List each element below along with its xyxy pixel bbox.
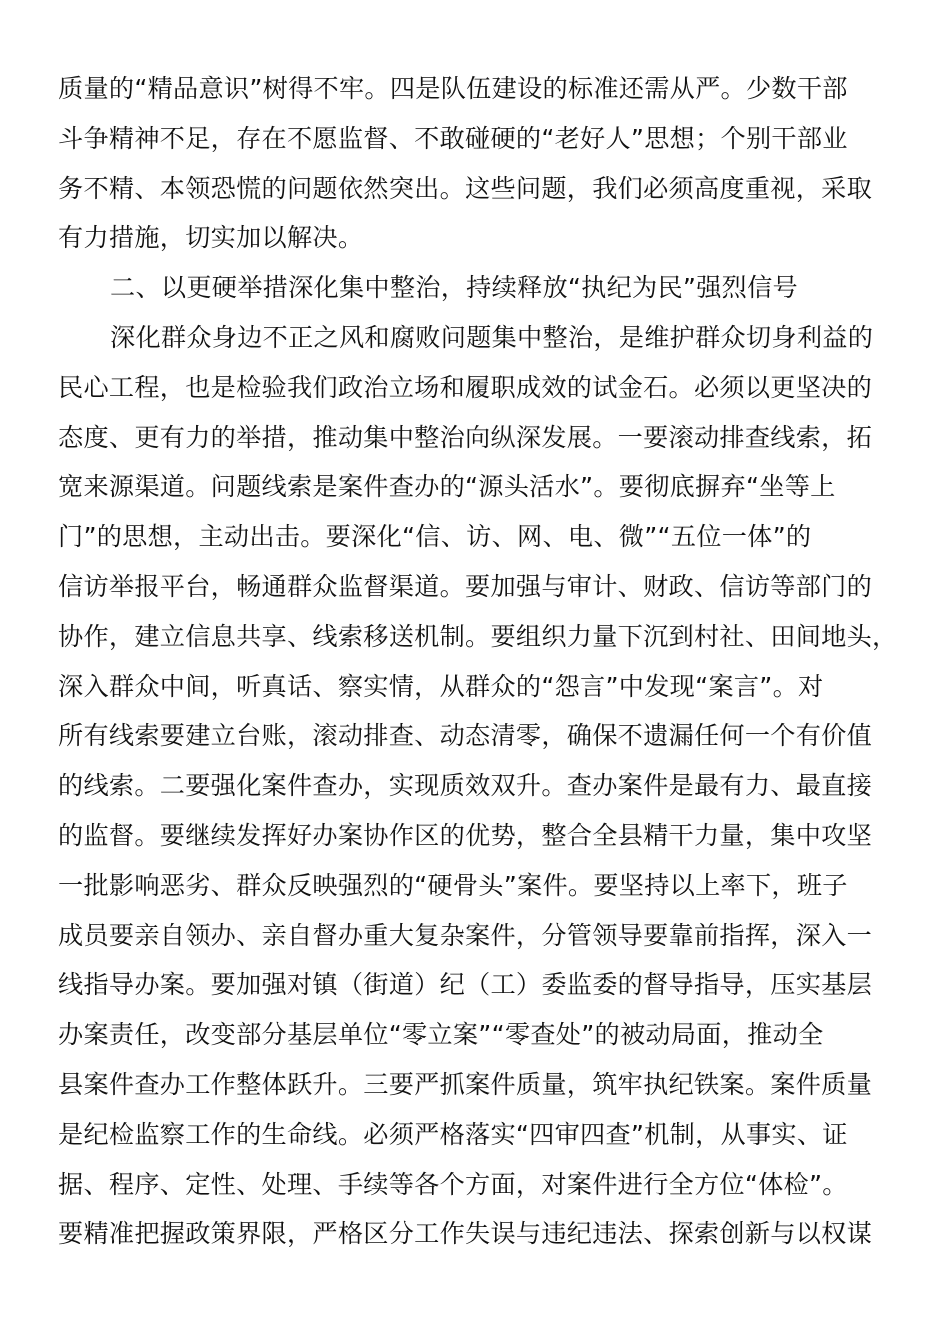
text-line: 据、程序、定性、处理、手续等各个方面，对案件进行全方位“体检”。 xyxy=(58,1169,848,1199)
section-heading: 二、以更硬举措深化集中整治，持续释放“执纪为民”强烈信号 xyxy=(110,273,798,303)
text-line: 深化群众身边不正之风和腐败问题集中整治，是维护群众切身利益的 xyxy=(110,322,874,352)
text-line: 门”的思想，主动出击。要深化“信、访、网、电、微”“五位一体”的 xyxy=(58,522,812,552)
text-line: 务不精、本领恐慌的问题依然突出。这些问题，我们必须高度重视，采取 xyxy=(58,173,872,203)
text-line: 信访举报平台，畅通群众监督渠道。要加强与审计、财政、信访等部门的 xyxy=(58,571,872,601)
text-line: 线指导办案。要加强对镇（街道）纪（工）委监委的督导指导，压实基层 xyxy=(58,970,872,1000)
text-line: 要精准把握政策界限，严格区分工作失误与违纪违法、探索创新与以权谋 xyxy=(58,1219,872,1249)
text-line: 办案责任，改变部分基层单位“零立案”“零查处”的被动局面，推动全 xyxy=(58,1020,824,1050)
document-page xyxy=(58,64,898,1259)
text-line: 斗争精神不足，存在不愿监督、不敢碰硬的“老好人”思想；个别干部业 xyxy=(58,123,848,153)
text-line: 民心工程，也是检验我们政治立场和履职成效的试金石。必须以更坚决的 xyxy=(58,372,872,402)
text-line: 的监督。要继续发挥好办案协作区的优势，整合全县精干力量，集中攻坚 xyxy=(58,820,872,850)
text-line: 是纪检监察工作的生命线。必须严格落实“四审四查”机制，从事实、证 xyxy=(58,1119,848,1149)
text-line: 质量的“精品意识”树得不牢。四是队伍建设的标准还需从严。少数干部 xyxy=(58,74,848,103)
text-line: 的线索。二要强化案件查办，实现质效双升。查办案件是最有力、最直接 xyxy=(58,771,872,801)
text-line: 一批影响恶劣、群众反映强烈的“硬骨头”案件。要坚持以上率下，班子 xyxy=(58,870,848,900)
text-line: 县案件查办工作整体跃升。三要严抓案件质量，筑牢执纪铁案。案件质量 xyxy=(58,1069,872,1099)
text-line: 深入群众中间，听真话、察实情，从群众的“怨言”中发现“案言”。对 xyxy=(58,671,824,701)
text-line: 宽来源渠道。问题线索是案件查办的“源头活水”。要彻底摒弃“坐等上 xyxy=(58,472,836,502)
text-line: 成员要亲自领办、亲自督办重大复杂案件，分管领导要靠前指挥，深入一 xyxy=(58,920,872,950)
text-line: 所有线索要建立台账，滚动排查、动态清零，确保不遗漏任何一个有价值 xyxy=(58,721,872,751)
text-line: 协作，建立信息共享、线索移送机制。要组织力量下沉到村社、田间地头， xyxy=(58,621,898,651)
text-line: 有力措施，切实加以解决。 xyxy=(58,223,364,253)
text-line: 态度、更有力的举措，推动集中整治向纵深发展。一要滚动排查线索，拓 xyxy=(58,422,872,452)
